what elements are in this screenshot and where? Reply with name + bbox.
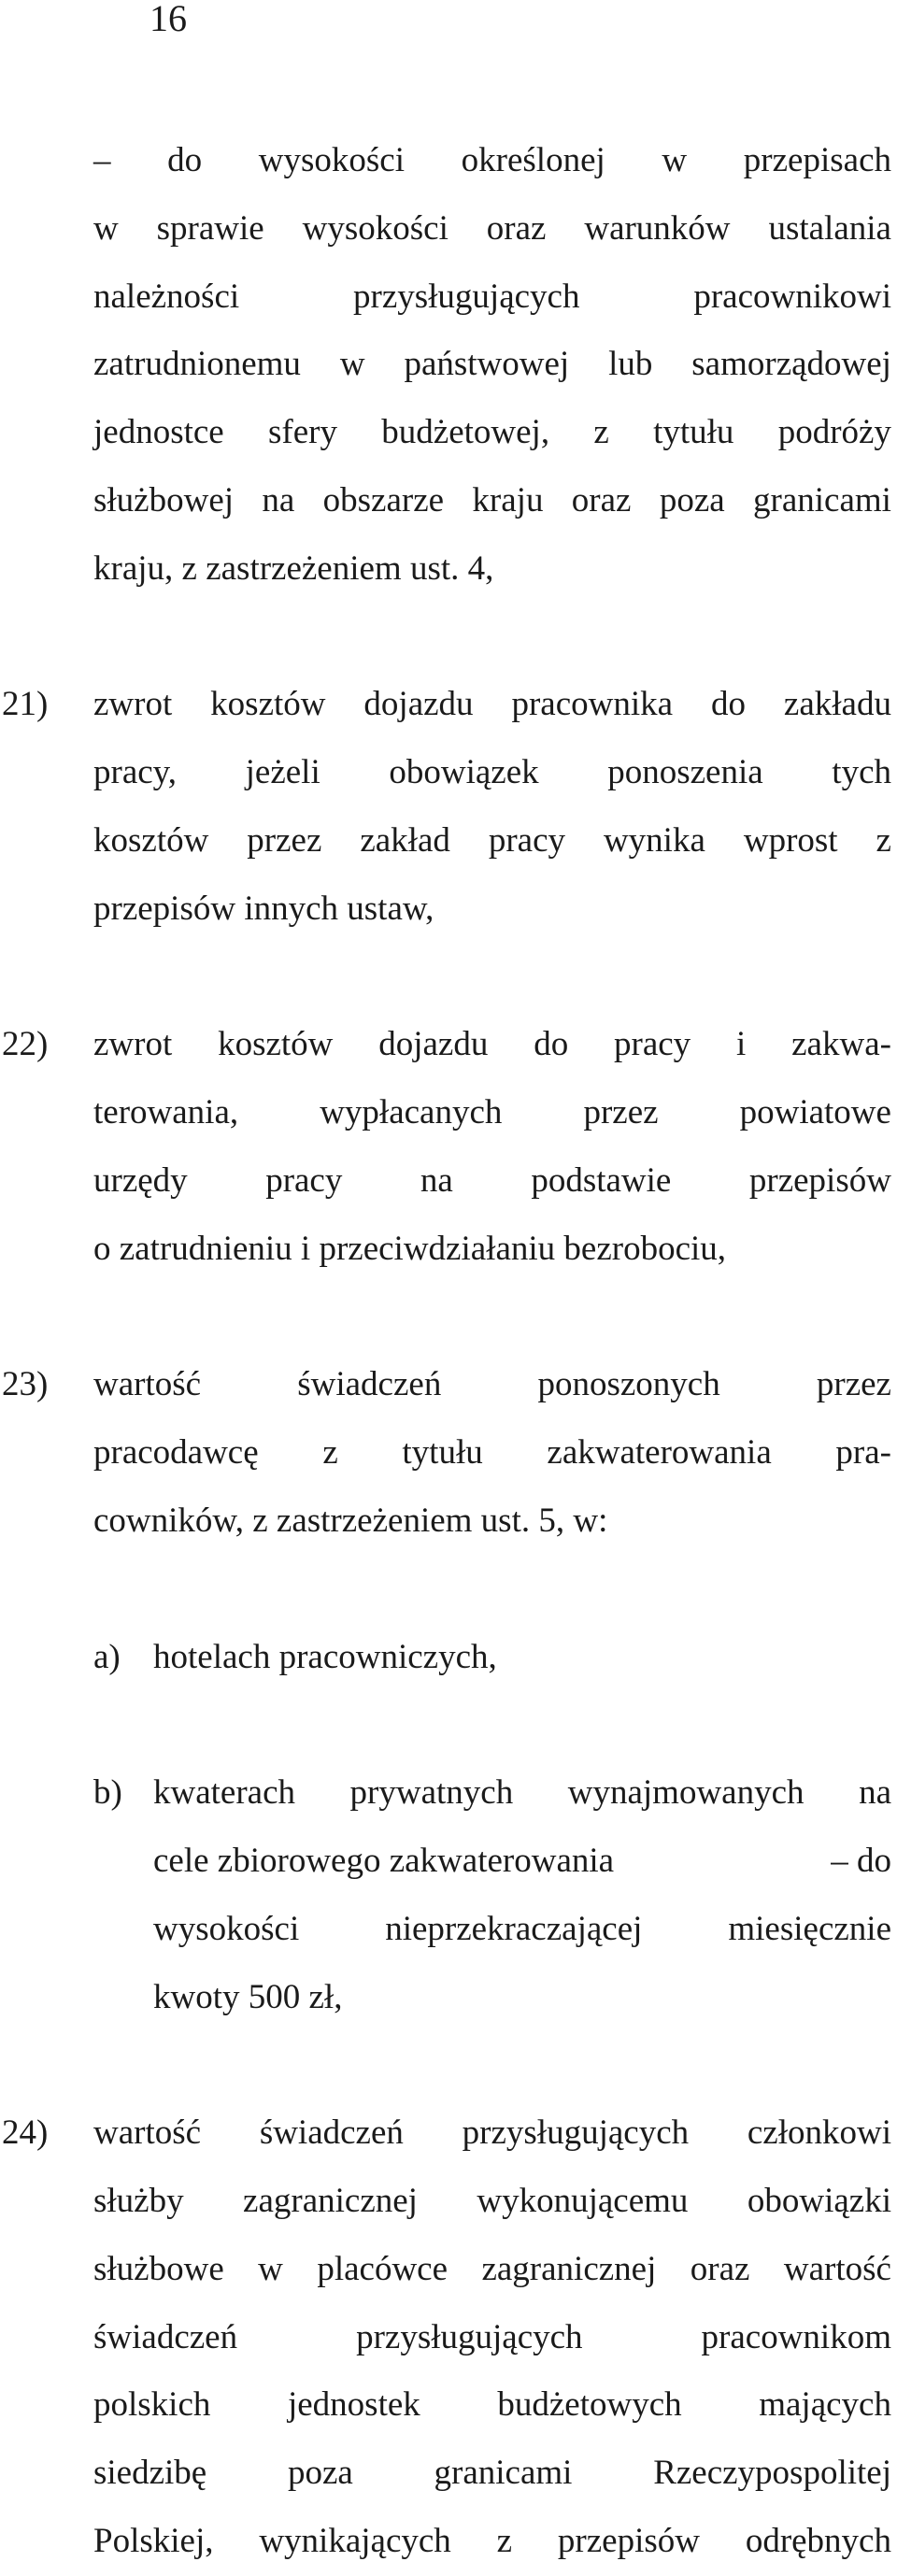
word: pracy xyxy=(614,1025,691,1064)
word: pracownika xyxy=(511,685,674,724)
word: zakładu xyxy=(783,685,891,724)
word: lub xyxy=(608,345,653,384)
word: w xyxy=(258,2249,283,2288)
word: świadczeń xyxy=(259,2113,404,2153)
word: podstawie xyxy=(531,1160,672,1200)
word: określonej xyxy=(461,141,605,179)
word: należności xyxy=(93,277,240,316)
word: obowiązek xyxy=(389,753,539,792)
text-line xyxy=(93,2440,891,2508)
word: służbowe xyxy=(93,2249,224,2288)
text-line xyxy=(93,2099,891,2168)
word: jeżeli xyxy=(245,753,320,792)
word: budżetowej, xyxy=(381,413,550,452)
word: jednostce xyxy=(93,413,224,452)
item-number: 22) xyxy=(2,1025,49,1064)
word: odrębnych xyxy=(745,2521,891,2560)
text-line xyxy=(93,671,891,739)
text-line xyxy=(153,1828,891,1896)
word: budżetowych xyxy=(497,2385,682,2425)
word: przepisów xyxy=(557,2521,700,2560)
word: polskich xyxy=(93,2385,211,2425)
word: przysługujących xyxy=(462,2113,690,2153)
text-line xyxy=(93,127,891,195)
word: w xyxy=(662,141,688,179)
text-line xyxy=(93,467,891,535)
word: pracy, xyxy=(93,753,178,792)
word: oraz xyxy=(571,480,632,519)
text-line xyxy=(93,2236,891,2304)
word: na xyxy=(420,1160,453,1200)
word: członkowi xyxy=(747,2113,891,2153)
text-line xyxy=(93,263,891,332)
word: pracodawcę xyxy=(93,1433,259,1473)
text-line xyxy=(93,1419,891,1487)
word: pracy xyxy=(488,820,565,860)
word: tytułu xyxy=(402,1433,483,1473)
word: wysokości xyxy=(258,141,406,179)
sub-item-letter: a) xyxy=(93,1637,121,1676)
word: cele zbiorowego zakwaterowania xyxy=(153,1841,615,1880)
text-line xyxy=(93,739,891,807)
text-line-last: o zatrudnieniu i przeciwdziałaniu bezrobociu, xyxy=(93,1229,727,1268)
word: mających xyxy=(759,2385,891,2425)
text-line-last: kraju, z zastrzeżeniem ust. 4, xyxy=(93,548,494,588)
word: na xyxy=(262,480,295,519)
word: do xyxy=(167,141,203,179)
word: placówce xyxy=(317,2249,448,2288)
document-body xyxy=(2,127,891,2576)
word: wynikających xyxy=(259,2521,451,2560)
word: sfery xyxy=(268,413,337,452)
word: przez xyxy=(583,1093,659,1132)
word: granicami xyxy=(434,2454,573,2493)
text-line xyxy=(93,1147,891,1216)
word: Rzeczypospolitej xyxy=(653,2454,891,2493)
text-line xyxy=(153,1896,891,1964)
sub-list-item xyxy=(93,1759,891,2031)
word: miesięcznie xyxy=(728,1909,891,1948)
word: jednostek xyxy=(287,2385,420,2425)
word: zakład xyxy=(360,820,450,860)
word: do xyxy=(534,1025,569,1064)
word: wypłacanych xyxy=(320,1093,503,1132)
word: sprawie xyxy=(156,208,264,248)
item-number: 21) xyxy=(2,685,49,724)
word: w xyxy=(339,345,365,384)
word: służby xyxy=(93,2181,184,2220)
word: przysługujących xyxy=(353,277,580,316)
word: warunków xyxy=(584,208,731,248)
word: zatrudnionemu xyxy=(93,345,301,384)
word: ustalania xyxy=(768,208,891,248)
word: prywatnych xyxy=(349,1773,514,1813)
word: wprost xyxy=(743,820,838,860)
word: obszarze xyxy=(322,480,445,519)
word: służbowej xyxy=(93,480,235,519)
word: nieprzekraczającej xyxy=(385,1909,643,1948)
intro-paragraph xyxy=(93,127,891,604)
text-line xyxy=(93,1351,891,1419)
word: przez xyxy=(247,820,322,860)
word: poza xyxy=(659,480,725,519)
text-line xyxy=(93,195,891,263)
word: przez xyxy=(816,1365,891,1404)
word: na xyxy=(859,1773,891,1813)
word: z xyxy=(322,1433,338,1473)
word: wynika xyxy=(603,820,705,860)
word: terowania, xyxy=(93,1093,239,1132)
word: świadczeń xyxy=(297,1365,442,1404)
word: urzędy xyxy=(93,1160,188,1200)
word: zakwa- xyxy=(791,1025,891,1064)
word: przepisach xyxy=(743,141,891,179)
word: pracownikowi xyxy=(693,277,891,316)
text-line-last: hotelach pracowniczych, xyxy=(153,1637,497,1676)
word: pracownikom xyxy=(701,2317,891,2356)
word: samorządowej xyxy=(691,345,891,384)
word: obowiązki xyxy=(747,2181,891,2220)
text-line-last: cowników, z zastrzeżeniem ust. 5, w: xyxy=(93,1501,608,1540)
word: podróży xyxy=(777,413,891,452)
word: tych xyxy=(832,753,891,792)
word: wysokości xyxy=(153,1909,300,1948)
word: powiatowe xyxy=(739,1093,891,1132)
word: Polskiej, xyxy=(93,2521,214,2560)
word: przysługujących xyxy=(356,2317,583,2356)
text-line xyxy=(93,1011,891,1079)
text-line xyxy=(93,399,891,467)
word: z xyxy=(496,2521,513,2560)
word: – do xyxy=(831,1841,891,1880)
word: ponoszenia xyxy=(607,753,763,792)
list-item xyxy=(2,1011,891,1283)
word: ponoszonych xyxy=(537,1365,720,1404)
word: siedzibę xyxy=(93,2454,207,2493)
word: kosztów xyxy=(210,685,326,724)
word: zwrot xyxy=(93,1025,173,1064)
word: wartość xyxy=(93,1365,202,1404)
word: – xyxy=(93,141,111,179)
text-line xyxy=(93,1079,891,1147)
word: wynajmowanych xyxy=(567,1773,804,1813)
text-line xyxy=(93,2508,891,2576)
word: zwrot xyxy=(93,685,173,724)
word: granicami xyxy=(753,480,891,519)
numbered-items xyxy=(2,671,891,2575)
list-item xyxy=(2,1351,891,1555)
text-line xyxy=(93,807,891,875)
word: zagranicznej xyxy=(481,2249,657,2288)
text-line xyxy=(93,2371,891,2440)
word: przepisów xyxy=(748,1160,891,1200)
word: w xyxy=(93,208,119,248)
word: oraz xyxy=(486,208,547,248)
item-number: 23) xyxy=(2,1365,49,1404)
word: i xyxy=(736,1025,747,1064)
word: do xyxy=(710,685,746,724)
text-line-last: przepisów innych ustaw, xyxy=(93,889,434,928)
sub-list-item xyxy=(93,1624,891,1692)
word: z xyxy=(593,413,609,452)
word: zagranicznej xyxy=(243,2181,418,2220)
text-line xyxy=(93,2168,891,2236)
list-item xyxy=(2,671,891,943)
text-line xyxy=(93,2304,891,2372)
word: wartość xyxy=(93,2113,202,2153)
word: zakwaterowania xyxy=(547,1433,772,1473)
text-line xyxy=(93,331,891,399)
word: tytułu xyxy=(653,413,734,452)
word: wykonującemu xyxy=(477,2181,689,2220)
word: z xyxy=(876,820,891,860)
word: kosztów xyxy=(93,820,209,860)
text-line xyxy=(153,1759,891,1828)
sub-item-letter: b) xyxy=(93,1773,122,1813)
word: oraz xyxy=(690,2249,750,2288)
word: poza xyxy=(287,2454,353,2493)
word: kraju xyxy=(472,480,544,519)
word: państwowej xyxy=(404,345,570,384)
word: pracy xyxy=(265,1160,343,1200)
word: dojazdu xyxy=(363,685,474,724)
word: świadczeń xyxy=(93,2317,238,2356)
text-line-last: kwoty 500 zł, xyxy=(153,1977,343,2016)
word: wartość xyxy=(783,2249,891,2288)
word: kwaterach xyxy=(153,1773,296,1813)
word: wysokości xyxy=(302,208,448,248)
word: dojazdu xyxy=(378,1025,489,1064)
word: kosztów xyxy=(218,1025,334,1064)
word: pra- xyxy=(835,1433,891,1473)
page-number: 16 xyxy=(150,0,187,39)
item-number: 24) xyxy=(2,2113,49,2153)
list-item xyxy=(2,2099,891,2576)
